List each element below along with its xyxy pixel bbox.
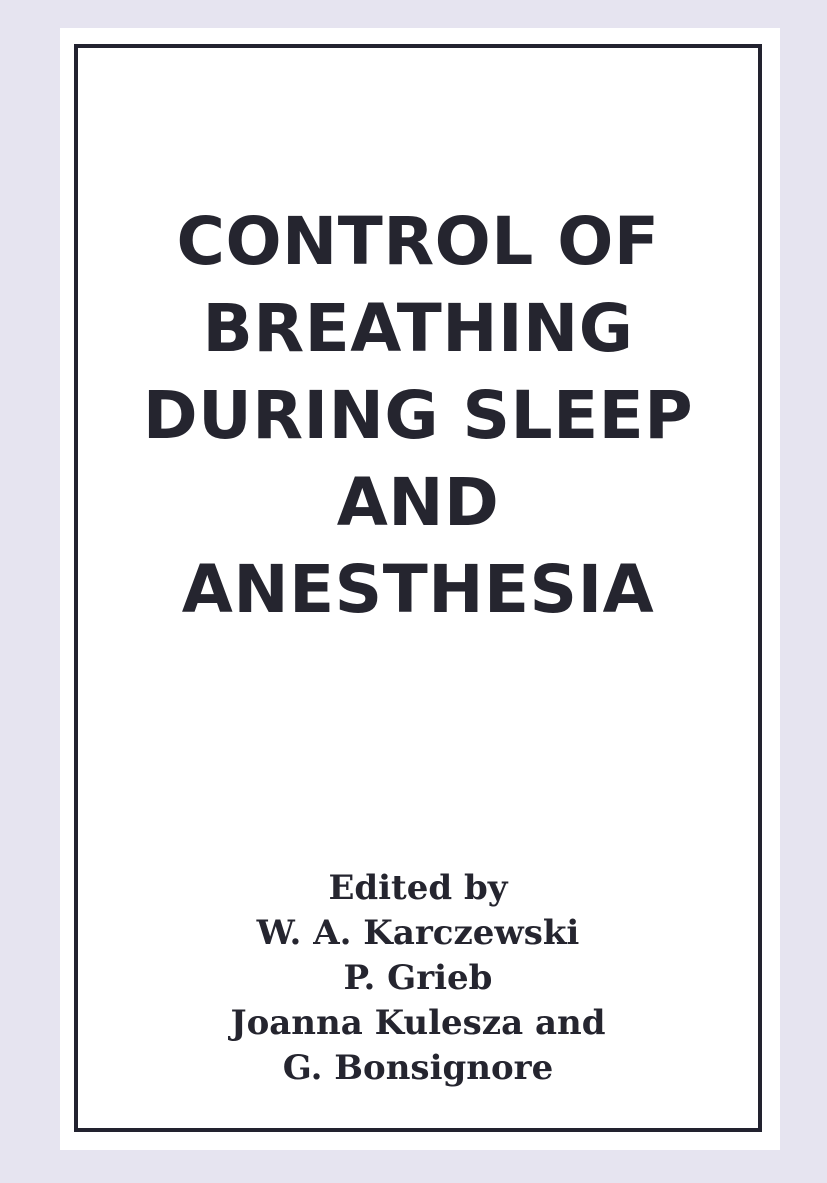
title-line: CONTROL OF: [176, 203, 660, 280]
editor-name: W. A. Karczewski: [256, 913, 580, 953]
book-title: [74, 198, 762, 633]
editor-name: Joanna Kulesza and: [230, 1003, 606, 1043]
editor-name: G. Bonsignore: [282, 1048, 554, 1088]
edited-by-label: Edited by: [328, 868, 508, 908]
title-line: DURING SLEEP: [142, 377, 694, 454]
title-line: ANESTHESIA: [181, 551, 655, 628]
title-line: BREATHING: [202, 290, 634, 367]
editor-name: P. Grieb: [343, 958, 493, 998]
editors-block: [74, 866, 762, 1091]
title-line: AND: [336, 464, 500, 541]
